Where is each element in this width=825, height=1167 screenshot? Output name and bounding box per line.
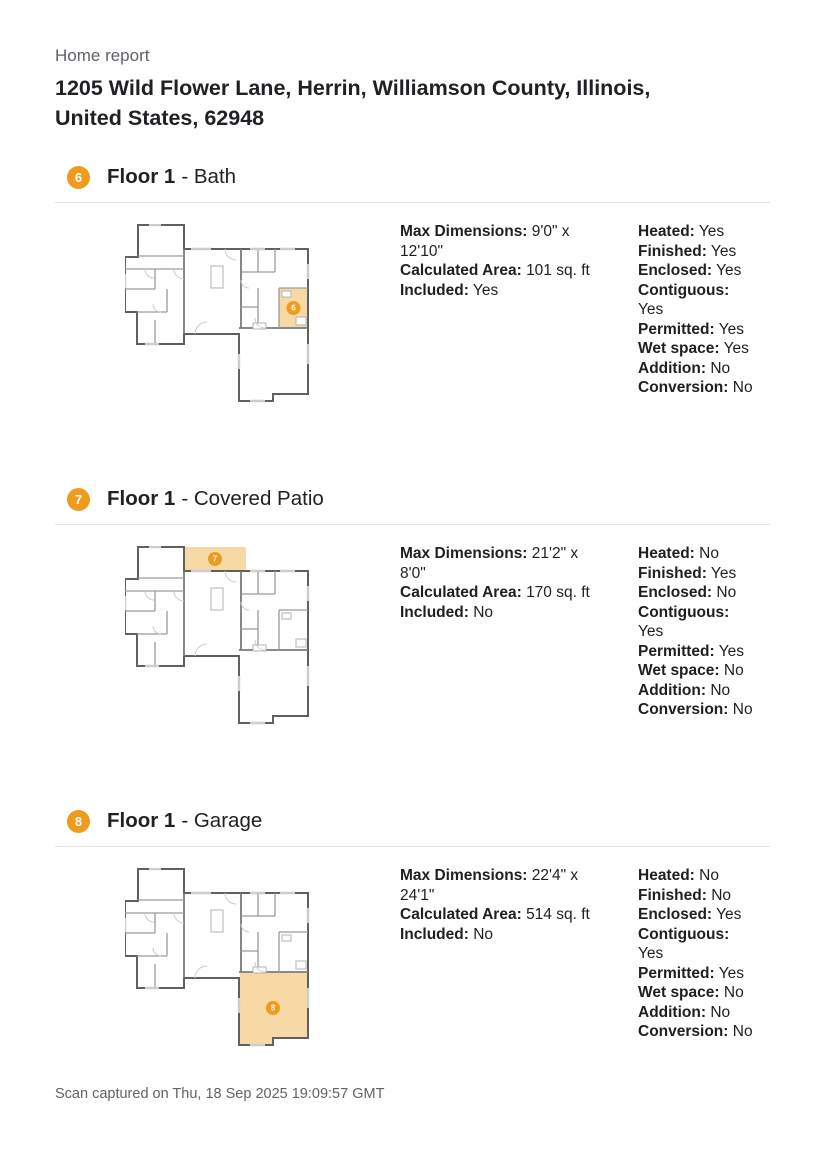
section-header — [55, 807, 770, 835]
floorplan-column — [55, 222, 400, 407]
section-number-badge: 6 — [67, 166, 90, 189]
calculated-area: Calculated Area: 101 sq. ft — [400, 262, 590, 279]
section-body — [55, 222, 770, 407]
flag-addition: Addition: No — [638, 681, 731, 699]
flag-heated: Heated: No — [638, 867, 719, 884]
included: Included: Yes — [400, 281, 499, 299]
floorplan-column — [55, 866, 400, 1051]
flag-permitted: Permitted: Yes — [638, 642, 744, 660]
section-title — [107, 487, 324, 511]
flag-permitted: Permitted: Yes — [638, 964, 744, 982]
flags-column — [638, 222, 778, 407]
flag-wet-space: Wet space: No — [638, 984, 744, 1001]
floor-label: Floor 1 — [107, 809, 176, 832]
section-divider — [55, 524, 770, 525]
room-label: - Bath — [181, 165, 237, 188]
included: Included: No — [400, 603, 494, 621]
flag-enclosed: Enclosed: Yes — [638, 906, 742, 923]
flag-enclosed: Enclosed: Yes — [638, 262, 742, 279]
max-dimensions: Max Dimensions: 21'2" x 8'0" — [400, 545, 579, 582]
flag-conversion: Conversion: No — [638, 1023, 753, 1040]
flag-wet-space: Wet space: No — [638, 662, 744, 679]
flag-addition: Addition: No — [638, 359, 731, 377]
flag-enclosed: Enclosed: No — [638, 584, 737, 601]
flag-heated: Heated: No — [638, 545, 719, 562]
flag-contiguous: Contiguous: Yes — [638, 925, 730, 962]
report-label: Home report — [55, 46, 150, 65]
section-body — [55, 544, 770, 729]
floorplan-column — [55, 544, 400, 729]
room-label: - Garage — [181, 809, 263, 832]
dimensions-column — [400, 222, 638, 407]
section-body — [55, 866, 770, 1051]
section-garage — [55, 807, 770, 1051]
flag-contiguous: Contiguous: Yes — [638, 603, 730, 640]
flags-column — [638, 544, 778, 729]
max-dimensions: Max Dimensions: 22'4" x 24'1" — [400, 867, 579, 904]
flag-contiguous: Contiguous: Yes — [638, 281, 730, 318]
section-number-badge: 7 — [67, 488, 90, 511]
section-number-badge: 8 — [67, 810, 90, 833]
included: Included: No — [400, 925, 494, 943]
section-covered-patio — [55, 485, 770, 729]
floorplan-covered-patio — [125, 546, 315, 729]
flag-heated: Heated: Yes — [638, 223, 725, 240]
room-badge-number: 8 — [270, 1003, 276, 1013]
section-bath — [55, 163, 770, 407]
section-header — [55, 163, 770, 191]
section-title — [107, 809, 262, 833]
flags-column — [638, 866, 778, 1051]
dimensions-column — [400, 544, 638, 729]
scan-capture-timestamp: Scan captured on Thu, 18 Sep 2025 19:09:57 GMT — [55, 1086, 385, 1102]
flag-finished: Finished: Yes — [638, 242, 737, 260]
property-address: 1205 Wild Flower Lane, Herrin, Williamson County, Illinois, United States, 62948 — [55, 76, 651, 130]
flag-permitted: Permitted: Yes — [638, 320, 744, 338]
calculated-area: Calculated Area: 170 sq. ft — [400, 584, 590, 601]
section-title — [107, 165, 236, 189]
room-label: - Covered Patio — [181, 487, 324, 510]
flag-conversion: Conversion: No — [638, 379, 753, 396]
flag-wet-space: Wet space: Yes — [638, 340, 749, 357]
flag-conversion: Conversion: No — [638, 701, 753, 718]
section-divider — [55, 202, 770, 203]
flag-addition: Addition: No — [638, 1003, 731, 1021]
room-badge-number: 6 — [291, 303, 296, 313]
flag-finished: Finished: No — [638, 886, 732, 904]
section-divider — [55, 846, 770, 847]
calculated-area: Calculated Area: 514 sq. ft — [400, 906, 590, 923]
dimensions-column — [400, 866, 638, 1051]
floor-label: Floor 1 — [107, 165, 176, 188]
max-dimensions: Max Dimensions: 9'0" x 12'10" — [400, 223, 570, 260]
floorplan-bath — [125, 224, 315, 407]
floorplan-garage — [125, 868, 315, 1051]
flag-finished: Finished: Yes — [638, 564, 737, 582]
floor-label: Floor 1 — [107, 487, 176, 510]
section-header — [55, 485, 770, 513]
room-badge-number: 7 — [212, 554, 218, 564]
